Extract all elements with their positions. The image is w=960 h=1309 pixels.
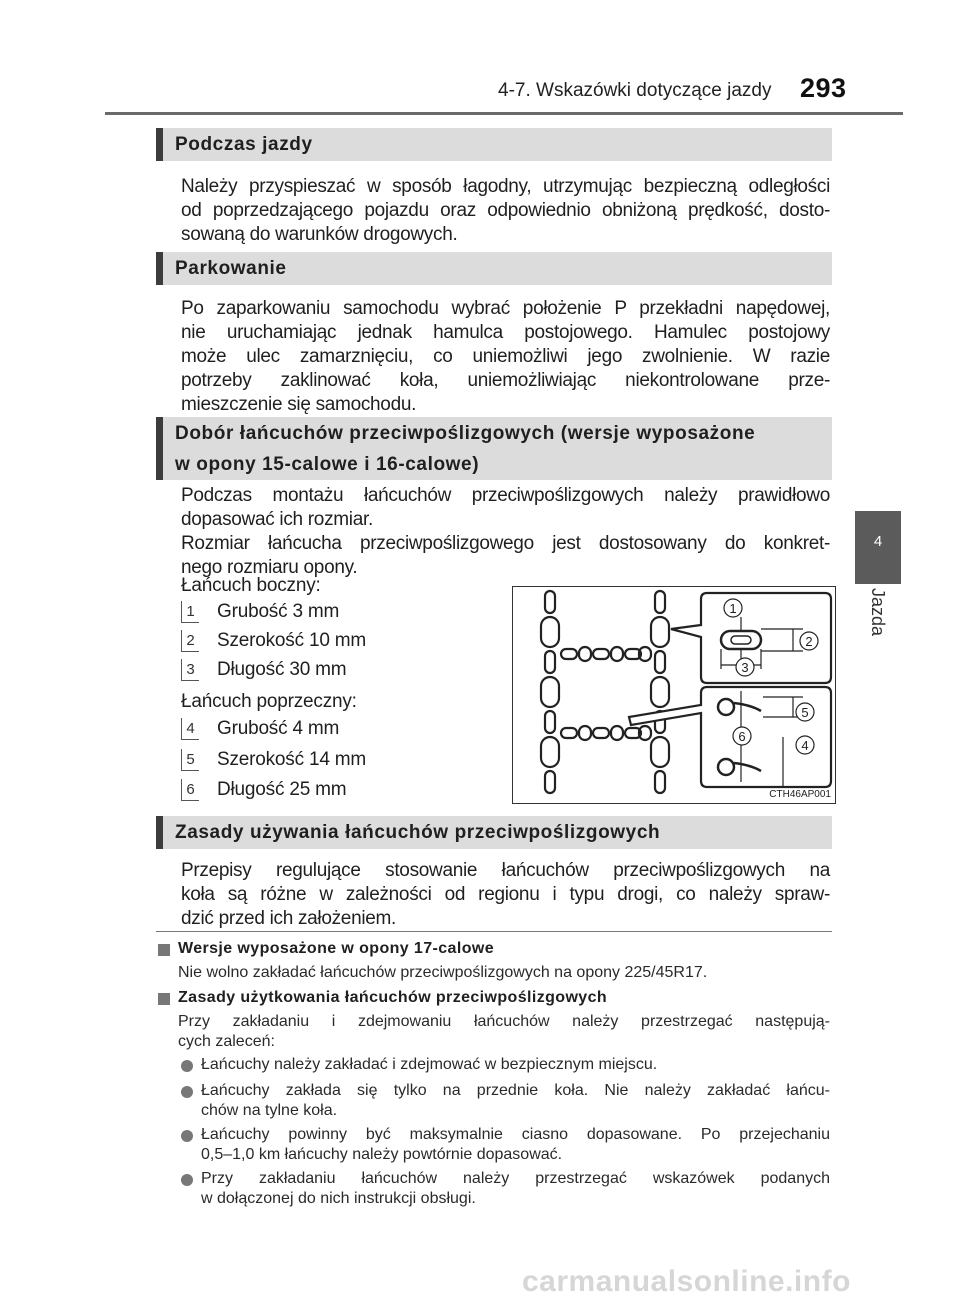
round-bullet-icon <box>181 1060 193 1072</box>
section-title-parkowanie: Parkowanie <box>156 252 832 285</box>
text-line: Rozmiar łańcucha przeciwpoślizgowego jest dostosowany do konkret- <box>181 533 830 554</box>
text-line: może ulec zamarznięciu, co uniemożliwi jego zwolnienie. W razie <box>181 346 830 367</box>
text-line: nego rozmiaru opony. <box>181 557 358 578</box>
callout-label: 2 <box>805 634 813 649</box>
text-line: Łańcuchy należy zakładać i zdejmować w bezpiecznym miejscu. <box>201 1056 658 1073</box>
text-line: Należy przyspieszać w sposób łagodny, utrzymując bezpieczną odległości <box>181 176 830 197</box>
item-text: Długość 30 mm <box>217 659 347 680</box>
note-text <box>178 963 830 983</box>
notes-divider <box>156 931 832 932</box>
text-line: w dołączonej do nich instrukcji obsługi. <box>201 1190 476 1207</box>
dimension-item <box>181 749 501 775</box>
paragraph-dobor <box>181 484 830 580</box>
text-line: dzić przed ich założeniem. <box>181 908 397 929</box>
dimension-item <box>181 779 501 805</box>
chapter-tab: 4 <box>855 511 901 584</box>
dimension-item <box>181 630 501 656</box>
round-bullet-icon <box>181 1174 193 1186</box>
dimension-item <box>181 718 501 744</box>
item-number: 2 <box>181 630 199 652</box>
section-title-zasady: Zasady używania łańcuchów przeciwpoślizgowych <box>156 816 832 849</box>
chapter-label-text: Jazda <box>868 588 888 637</box>
item-number: 3 <box>181 659 199 681</box>
text-line: chów na tylne koła. <box>201 1102 338 1119</box>
chapter-label <box>858 588 898 648</box>
item-number: 1 <box>181 601 199 623</box>
text-line: Podczas montażu łańcuchów przeciwpoślizgowych należy prawidłowo <box>181 485 830 506</box>
callout-label: 1 <box>729 601 737 616</box>
square-bullet-icon <box>158 944 170 956</box>
text-line: sowaną do warunków drogowych. <box>181 224 458 245</box>
note-title: Zasady użytkowania łańcuchów przeciwpoślizgowych <box>178 989 608 1006</box>
callout-label: 4 <box>801 738 809 753</box>
text-line: cych zaleceń: <box>178 1033 275 1050</box>
text-line: mieszczenie się samochodu. <box>181 394 417 415</box>
text-line: dopasować ich rozmiar. <box>181 509 373 530</box>
item-text: Długość 25 mm <box>217 779 347 800</box>
text-line: Przepisy regulujące stosowanie łańcuchów przeciwpoślizgowych na <box>181 860 830 881</box>
note-text <box>178 1012 830 1052</box>
paragraph-podczas <box>181 175 830 247</box>
item-number: 5 <box>181 749 199 771</box>
item-text: Grubość 3 mm <box>217 601 340 622</box>
item-text: Szerokość 10 mm <box>217 630 367 651</box>
text-line: koła są różne w zależności od regionu i typu drogi, co należy spraw- <box>181 884 830 905</box>
text-line: nie uruchamiając jednak hamulca postojowego. Hamulec postojowy <box>181 322 830 343</box>
item-text: Grubość 4 mm <box>217 718 340 739</box>
bullet-text <box>201 1125 830 1165</box>
snow-chain-figure <box>512 586 836 804</box>
round-bullet-icon <box>181 1130 193 1142</box>
item-text: Szerokość 14 mm <box>217 749 367 770</box>
paragraph-parkowanie <box>181 297 830 417</box>
section-header: 4-7. Wskazówki dotyczące jazdy <box>498 80 772 101</box>
note-title: Wersje wyposażone w opony 17-calowe <box>178 940 495 957</box>
snow-chain-illustration <box>513 587 835 803</box>
paragraph-zasady <box>181 859 830 931</box>
text-line: Przy zakładaniu i zdejmowaniu łańcuchów należy przestrzegać następują- <box>178 1013 830 1030</box>
watermark: carmanualsonline.info <box>522 1265 851 1298</box>
round-bullet-icon <box>181 1086 193 1098</box>
text-line: 0,5–1,0 km łańcuchy należy powtórnie dopasować. <box>201 1146 563 1163</box>
callout-label: 6 <box>738 729 746 744</box>
text-line: potrzeby zaklinować koła, uniemożliwiając niekontrolowane prze- <box>181 370 830 391</box>
dimension-item <box>181 601 501 627</box>
side-chain-label: Łańcuch boczny: <box>181 575 321 596</box>
text-line: Po zaparkowaniu samochodu wybrać położenie P przekładni napędowej, <box>181 298 830 319</box>
square-bullet-icon <box>158 993 170 1005</box>
section-title-dobor <box>156 417 832 480</box>
item-number: 4 <box>181 718 199 740</box>
figure-code: CTH46AP001 <box>769 789 831 800</box>
bullet-text <box>201 1055 830 1075</box>
dimension-item <box>181 659 501 685</box>
text-line: Łańcuchy zakłada się tylko na przednie koła. Nie należy zakładać łańcu- <box>201 1082 830 1099</box>
cross-chain-label: Łańcuch poprzeczny: <box>181 691 357 712</box>
callout-label: 5 <box>801 705 809 720</box>
header-rule <box>105 112 903 115</box>
text-line: Nie wolno zakładać łańcuchów przeciwpoślizgowych na opony 225/45R17. <box>178 964 708 981</box>
section-title-line: Dobór łańcuchów przeciwpoślizgowych (wersje wyposażone <box>175 423 756 444</box>
item-number: 6 <box>181 779 199 801</box>
text-line: od poprzedzającego pojazdu oraz odpowiednio obniżoną prędkość, dosto- <box>181 200 830 221</box>
text-line: Łańcuchy powinny być maksymalnie ciasno dopasowane. Po przejechaniu <box>201 1126 830 1143</box>
section-title-line: w opony 15-calowe i 16-calowe) <box>175 454 480 475</box>
bullet-text <box>201 1169 830 1209</box>
section-title-podczas: Podczas jazdy <box>156 128 832 161</box>
text-line: Przy zakładaniu łańcuchów należy przestrzegać wskazówek podanych <box>201 1170 830 1187</box>
page-number: 293 <box>800 73 847 103</box>
bullet-text <box>201 1081 830 1121</box>
callout-label: 3 <box>741 660 749 675</box>
